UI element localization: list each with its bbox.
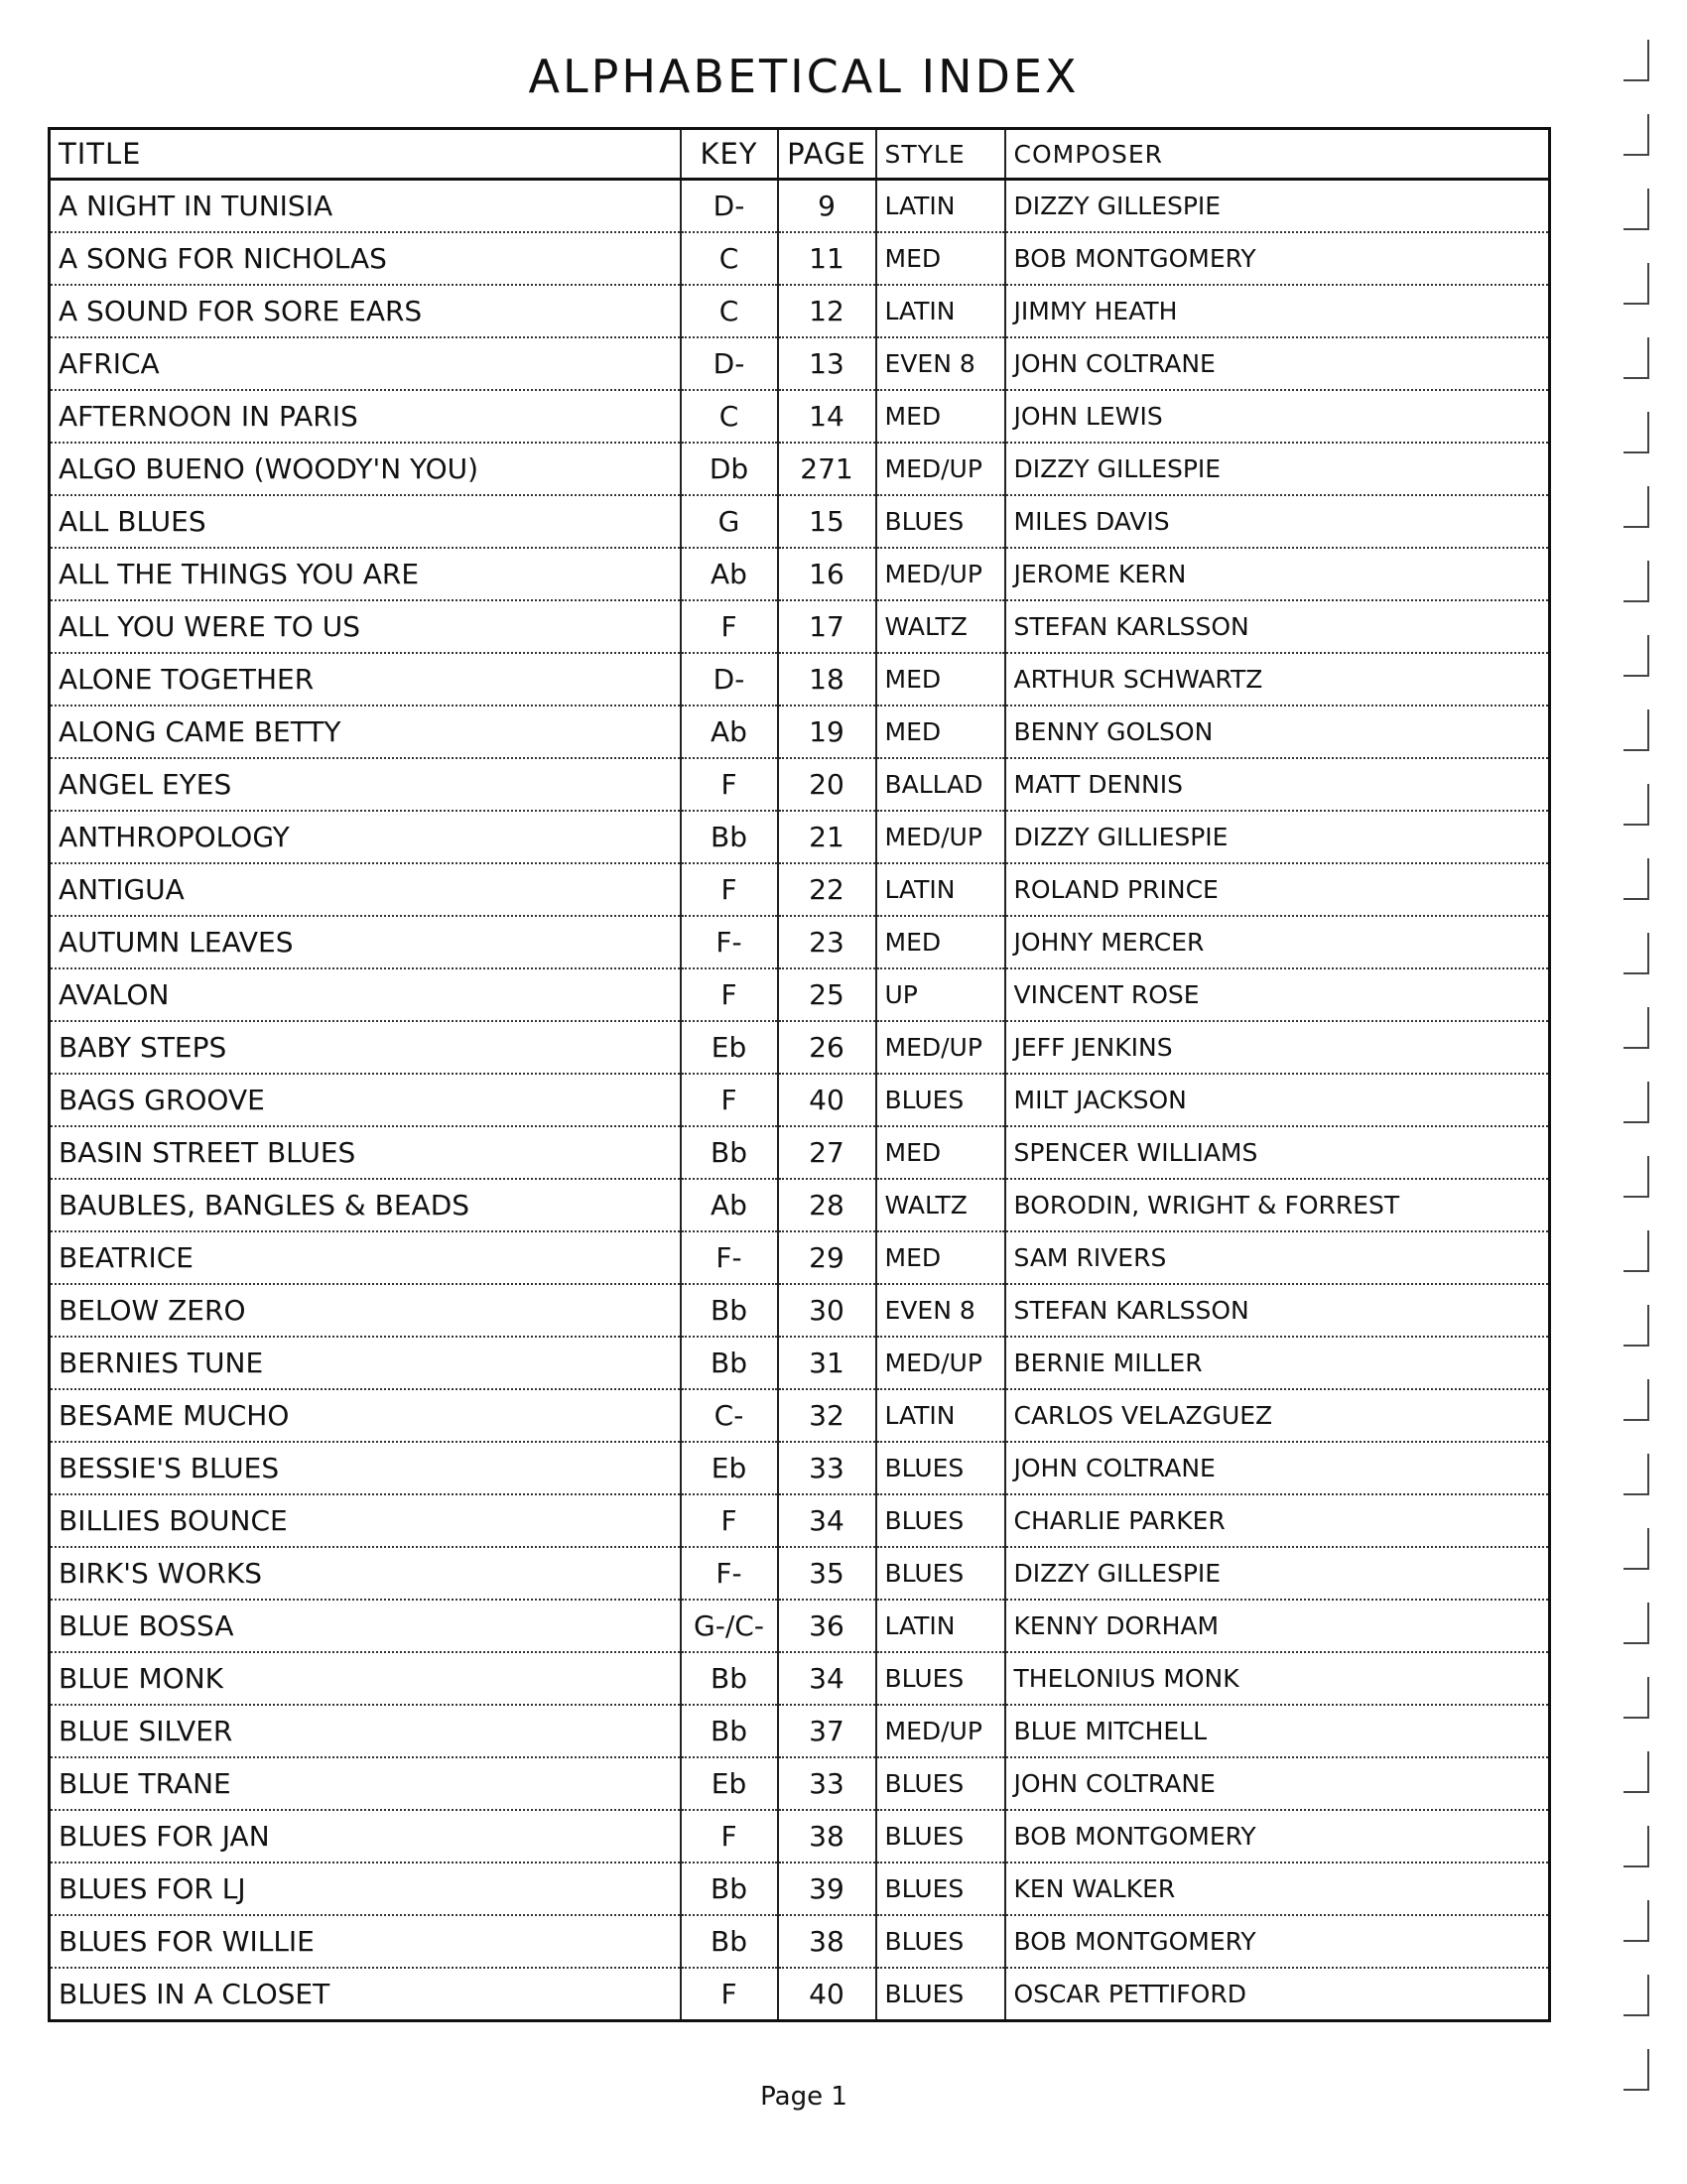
cell-page: 271 bbox=[778, 443, 876, 495]
cell-page: 11 bbox=[778, 232, 876, 285]
cell-page: 19 bbox=[778, 706, 876, 758]
binder-tick bbox=[1623, 114, 1649, 156]
cell-page: 32 bbox=[778, 1389, 876, 1442]
cell-key: C bbox=[681, 232, 778, 285]
cell-key: F- bbox=[681, 1547, 778, 1600]
cell-title: BESAME MUCHO bbox=[50, 1389, 681, 1442]
cell-page: 40 bbox=[778, 1074, 876, 1126]
index-table bbox=[48, 127, 1551, 2022]
cell-page: 40 bbox=[778, 1968, 876, 2021]
cell-page: 18 bbox=[778, 653, 876, 706]
cell-style: BALLAD bbox=[876, 758, 1005, 811]
cell-composer: DIZZY GILLIESPIE bbox=[1005, 811, 1550, 863]
table-row bbox=[50, 390, 1550, 443]
cell-composer: JOHNY MERCER bbox=[1005, 916, 1550, 968]
cell-page: 12 bbox=[778, 285, 876, 337]
table-row bbox=[50, 1231, 1550, 1284]
cell-key: D- bbox=[681, 337, 778, 390]
cell-key: Bb bbox=[681, 1337, 778, 1389]
cell-style: BLUES bbox=[876, 1652, 1005, 1705]
table-row bbox=[50, 1652, 1550, 1705]
cell-key: Eb bbox=[681, 1757, 778, 1810]
cell-title: AFTERNOON IN PARIS bbox=[50, 390, 681, 443]
cell-key: Bb bbox=[681, 1284, 778, 1337]
table-row bbox=[50, 1757, 1550, 1810]
header-page: PAGE bbox=[778, 129, 876, 180]
cell-key: F- bbox=[681, 916, 778, 968]
cell-composer: JEFF JENKINS bbox=[1005, 1021, 1550, 1074]
cell-title: A NIGHT IN TUNISIA bbox=[50, 180, 681, 233]
table-row bbox=[50, 337, 1550, 390]
cell-composer: VINCENT ROSE bbox=[1005, 968, 1550, 1021]
cell-title: BLUE BOSSA bbox=[50, 1600, 681, 1652]
header-key: KEY bbox=[681, 129, 778, 180]
cell-style: BLUES bbox=[876, 1442, 1005, 1494]
cell-title: BELOW ZERO bbox=[50, 1284, 681, 1337]
cell-page: 17 bbox=[778, 600, 876, 653]
binder-tick bbox=[1623, 412, 1649, 453]
cell-composer: DIZZY GILLESPIE bbox=[1005, 1547, 1550, 1600]
cell-style: BLUES bbox=[876, 1494, 1005, 1547]
cell-style: LATIN bbox=[876, 1389, 1005, 1442]
cell-page: 14 bbox=[778, 390, 876, 443]
cell-composer: BORODIN, WRIGHT & FORREST bbox=[1005, 1179, 1550, 1231]
table-body bbox=[50, 180, 1550, 2021]
page-title: ALPHABETICAL INDEX bbox=[528, 50, 1080, 103]
cell-composer: DIZZY GILLESPIE bbox=[1005, 443, 1550, 495]
cell-style: LATIN bbox=[876, 285, 1005, 337]
cell-style: EVEN 8 bbox=[876, 337, 1005, 390]
cell-style: BLUES bbox=[876, 1863, 1005, 1915]
cell-key: F bbox=[681, 968, 778, 1021]
table-row bbox=[50, 495, 1550, 548]
binder-tick bbox=[1623, 858, 1649, 900]
cell-composer: MILES DAVIS bbox=[1005, 495, 1550, 548]
table-row bbox=[50, 1810, 1550, 1863]
cell-key: C- bbox=[681, 1389, 778, 1442]
cell-style: MED bbox=[876, 1231, 1005, 1284]
binder-tick bbox=[1623, 1751, 1649, 1793]
cell-style: BLUES bbox=[876, 1074, 1005, 1126]
cell-style: MED bbox=[876, 653, 1005, 706]
cell-key: F bbox=[681, 758, 778, 811]
cell-page: 37 bbox=[778, 1705, 876, 1757]
cell-key: Eb bbox=[681, 1442, 778, 1494]
cell-composer: CARLOS VELAZGUEZ bbox=[1005, 1389, 1550, 1442]
cell-key: F bbox=[681, 1968, 778, 2021]
cell-title: BIRK'S WORKS bbox=[50, 1547, 681, 1600]
binder-tick bbox=[1623, 1900, 1649, 1942]
cell-style: LATIN bbox=[876, 1600, 1005, 1652]
table-row bbox=[50, 863, 1550, 916]
cell-composer: JOHN COLTRANE bbox=[1005, 337, 1550, 390]
cell-key: Db bbox=[681, 443, 778, 495]
cell-key: Ab bbox=[681, 1179, 778, 1231]
cell-key: F bbox=[681, 1494, 778, 1547]
cell-title: ALL THE THINGS YOU ARE bbox=[50, 548, 681, 600]
cell-title: ALL BLUES bbox=[50, 495, 681, 548]
cell-title: BAGS GROOVE bbox=[50, 1074, 681, 1126]
cell-page: 34 bbox=[778, 1652, 876, 1705]
table-row bbox=[50, 285, 1550, 337]
cell-style: BLUES bbox=[876, 1915, 1005, 1968]
table-row bbox=[50, 1705, 1550, 1757]
cell-composer: KEN WALKER bbox=[1005, 1863, 1550, 1915]
cell-composer: BERNIE MILLER bbox=[1005, 1337, 1550, 1389]
cell-composer: JOHN LEWIS bbox=[1005, 390, 1550, 443]
binder-tick bbox=[1623, 1007, 1649, 1049]
cell-page: 31 bbox=[778, 1337, 876, 1389]
cell-title: ANTIGUA bbox=[50, 863, 681, 916]
cell-title: BEATRICE bbox=[50, 1231, 681, 1284]
cell-page: 28 bbox=[778, 1179, 876, 1231]
cell-page: 16 bbox=[778, 548, 876, 600]
cell-title: A SONG FOR NICHOLAS bbox=[50, 232, 681, 285]
table-row bbox=[50, 1284, 1550, 1337]
table-row bbox=[50, 1179, 1550, 1231]
table-row bbox=[50, 232, 1550, 285]
table-row bbox=[50, 1337, 1550, 1389]
cell-title: BASIN STREET BLUES bbox=[50, 1126, 681, 1179]
cell-title: ANGEL EYES bbox=[50, 758, 681, 811]
cell-style: MED bbox=[876, 1126, 1005, 1179]
binder-tick bbox=[1623, 1826, 1649, 1867]
cell-page: 36 bbox=[778, 1600, 876, 1652]
cell-style: BLUES bbox=[876, 495, 1005, 548]
cell-title: BAUBLES, BANGLES & BEADS bbox=[50, 1179, 681, 1231]
table-row bbox=[50, 1863, 1550, 1915]
cell-key: D- bbox=[681, 180, 778, 233]
cell-page: 30 bbox=[778, 1284, 876, 1337]
cell-style: BLUES bbox=[876, 1810, 1005, 1863]
table-row bbox=[50, 1074, 1550, 1126]
table-row bbox=[50, 1494, 1550, 1547]
cell-key: G bbox=[681, 495, 778, 548]
cell-style: MED/UP bbox=[876, 548, 1005, 600]
cell-page: 34 bbox=[778, 1494, 876, 1547]
cell-key: F- bbox=[681, 1231, 778, 1284]
binder-tick bbox=[1623, 1454, 1649, 1495]
cell-style: LATIN bbox=[876, 180, 1005, 233]
cell-style: EVEN 8 bbox=[876, 1284, 1005, 1337]
cell-composer: KENNY DORHAM bbox=[1005, 1600, 1550, 1652]
cell-style: WALTZ bbox=[876, 600, 1005, 653]
table-row bbox=[50, 1547, 1550, 1600]
table-row bbox=[50, 1021, 1550, 1074]
cell-page: 38 bbox=[778, 1915, 876, 1968]
cell-composer: BOB MONTGOMERY bbox=[1005, 1810, 1550, 1863]
cell-style: WALTZ bbox=[876, 1179, 1005, 1231]
binder-tick bbox=[1623, 1975, 1649, 2016]
cell-key: F bbox=[681, 1810, 778, 1863]
cell-title: BLUE TRANE bbox=[50, 1757, 681, 1810]
cell-composer: THELONIUS MONK bbox=[1005, 1652, 1550, 1705]
table-row bbox=[50, 653, 1550, 706]
cell-title: ALONG CAME BETTY bbox=[50, 706, 681, 758]
table-row bbox=[50, 758, 1550, 811]
binder-edge bbox=[1623, 40, 1653, 2143]
binder-tick bbox=[1623, 561, 1649, 602]
cell-page: 15 bbox=[778, 495, 876, 548]
cell-composer: JOHN COLTRANE bbox=[1005, 1442, 1550, 1494]
cell-style: MED bbox=[876, 706, 1005, 758]
cell-key: Eb bbox=[681, 1021, 778, 1074]
cell-style: BLUES bbox=[876, 1968, 1005, 2021]
cell-page: 22 bbox=[778, 863, 876, 916]
cell-title: AFRICA bbox=[50, 337, 681, 390]
binder-tick bbox=[1623, 1082, 1649, 1123]
table-row bbox=[50, 811, 1550, 863]
cell-composer: MILT JACKSON bbox=[1005, 1074, 1550, 1126]
cell-key: F bbox=[681, 1074, 778, 1126]
table-row bbox=[50, 600, 1550, 653]
cell-style: MED bbox=[876, 232, 1005, 285]
cell-title: BABY STEPS bbox=[50, 1021, 681, 1074]
cell-composer: BOB MONTGOMERY bbox=[1005, 1915, 1550, 1968]
cell-title: BLUE SILVER bbox=[50, 1705, 681, 1757]
cell-composer: STEFAN KARLSSON bbox=[1005, 600, 1550, 653]
cell-page: 26 bbox=[778, 1021, 876, 1074]
cell-title: BERNIES TUNE bbox=[50, 1337, 681, 1389]
cell-page: 38 bbox=[778, 1810, 876, 1863]
cell-style: MED/UP bbox=[876, 811, 1005, 863]
binder-tick bbox=[1623, 337, 1649, 379]
cell-composer: JIMMY HEATH bbox=[1005, 285, 1550, 337]
cell-key: Bb bbox=[681, 1705, 778, 1757]
table-row bbox=[50, 916, 1550, 968]
cell-title: ANTHROPOLOGY bbox=[50, 811, 681, 863]
cell-style: UP bbox=[876, 968, 1005, 1021]
cell-page: 27 bbox=[778, 1126, 876, 1179]
cell-title: AVALON bbox=[50, 968, 681, 1021]
cell-title: BLUE MONK bbox=[50, 1652, 681, 1705]
cell-style: MED/UP bbox=[876, 1705, 1005, 1757]
table-row bbox=[50, 1442, 1550, 1494]
cell-title: BLUES FOR WILLIE bbox=[50, 1915, 681, 1968]
cell-style: BLUES bbox=[876, 1547, 1005, 1600]
cell-page: 33 bbox=[778, 1757, 876, 1810]
cell-composer: BOB MONTGOMERY bbox=[1005, 232, 1550, 285]
cell-style: BLUES bbox=[876, 1757, 1005, 1810]
header-row bbox=[50, 129, 1550, 180]
cell-composer: JEROME KERN bbox=[1005, 548, 1550, 600]
binder-tick bbox=[1623, 1677, 1649, 1719]
cell-page: 9 bbox=[778, 180, 876, 233]
cell-composer: JOHN COLTRANE bbox=[1005, 1757, 1550, 1810]
cell-composer: CHARLIE PARKER bbox=[1005, 1494, 1550, 1547]
binder-tick bbox=[1623, 486, 1649, 528]
binder-tick bbox=[1623, 933, 1649, 974]
cell-key: F bbox=[681, 863, 778, 916]
cell-title: AUTUMN LEAVES bbox=[50, 916, 681, 968]
cell-key: Ab bbox=[681, 706, 778, 758]
cell-composer: BLUE MITCHELL bbox=[1005, 1705, 1550, 1757]
cell-page: 21 bbox=[778, 811, 876, 863]
binder-tick bbox=[1623, 1305, 1649, 1347]
binder-tick bbox=[1623, 784, 1649, 826]
binder-tick bbox=[1623, 1603, 1649, 1644]
cell-composer: BENNY GOLSON bbox=[1005, 706, 1550, 758]
cell-composer: SAM RIVERS bbox=[1005, 1231, 1550, 1284]
cell-key: C bbox=[681, 285, 778, 337]
binder-tick bbox=[1623, 635, 1649, 677]
cell-page: 25 bbox=[778, 968, 876, 1021]
cell-composer: STEFAN KARLSSON bbox=[1005, 1284, 1550, 1337]
cell-title: ALL YOU WERE TO US bbox=[50, 600, 681, 653]
binder-tick bbox=[1623, 1528, 1649, 1570]
cell-composer: ROLAND PRINCE bbox=[1005, 863, 1550, 916]
binder-tick bbox=[1623, 1379, 1649, 1421]
cell-title: ALONE TOGETHER bbox=[50, 653, 681, 706]
binder-tick bbox=[1623, 189, 1649, 230]
cell-composer: SPENCER WILLIAMS bbox=[1005, 1126, 1550, 1179]
cell-composer: ARTHUR SCHWARTZ bbox=[1005, 653, 1550, 706]
cell-title: BILLIES BOUNCE bbox=[50, 1494, 681, 1547]
table-row bbox=[50, 968, 1550, 1021]
cell-page: 23 bbox=[778, 916, 876, 968]
table-row bbox=[50, 1915, 1550, 1968]
cell-key: Bb bbox=[681, 811, 778, 863]
cell-title: BESSIE'S BLUES bbox=[50, 1442, 681, 1494]
table-row bbox=[50, 1600, 1550, 1652]
cell-style: MED bbox=[876, 390, 1005, 443]
table-row bbox=[50, 443, 1550, 495]
cell-composer: MATT DENNIS bbox=[1005, 758, 1550, 811]
binder-tick bbox=[1623, 1230, 1649, 1272]
cell-key: Bb bbox=[681, 1915, 778, 1968]
table-row bbox=[50, 1126, 1550, 1179]
binder-tick bbox=[1623, 263, 1649, 305]
cell-title: A SOUND FOR SORE EARS bbox=[50, 285, 681, 337]
cell-page: 39 bbox=[778, 1863, 876, 1915]
header-title: TITLE bbox=[50, 129, 681, 180]
cell-style: MED/UP bbox=[876, 443, 1005, 495]
header-style: STYLE bbox=[876, 129, 1005, 180]
cell-title: BLUES FOR JAN bbox=[50, 1810, 681, 1863]
cell-composer: OSCAR PETTIFORD bbox=[1005, 1968, 1550, 2021]
cell-key: F bbox=[681, 600, 778, 653]
page-number: Page 1 bbox=[760, 2082, 847, 2112]
table-row bbox=[50, 180, 1550, 233]
table-row bbox=[50, 706, 1550, 758]
cell-style: LATIN bbox=[876, 863, 1005, 916]
cell-style: MED/UP bbox=[876, 1021, 1005, 1074]
header-composer: COMPOSER bbox=[1005, 129, 1550, 180]
cell-page: 13 bbox=[778, 337, 876, 390]
binder-tick bbox=[1623, 1156, 1649, 1198]
binder-tick bbox=[1623, 40, 1649, 81]
cell-key: Bb bbox=[681, 1126, 778, 1179]
cell-page: 20 bbox=[778, 758, 876, 811]
cell-key: G-/C- bbox=[681, 1600, 778, 1652]
cell-style: MED bbox=[876, 916, 1005, 968]
table-row bbox=[50, 1389, 1550, 1442]
table-row bbox=[50, 548, 1550, 600]
cell-page: 33 bbox=[778, 1442, 876, 1494]
cell-page: 35 bbox=[778, 1547, 876, 1600]
table-row bbox=[50, 1968, 1550, 2021]
cell-key: C bbox=[681, 390, 778, 443]
cell-page: 29 bbox=[778, 1231, 876, 1284]
cell-key: Ab bbox=[681, 548, 778, 600]
cell-composer: DIZZY GILLESPIE bbox=[1005, 180, 1550, 233]
cell-key: Bb bbox=[681, 1863, 778, 1915]
binder-tick bbox=[1623, 2049, 1649, 2091]
cell-title: ALGO BUENO (WOODY'N YOU) bbox=[50, 443, 681, 495]
cell-title: BLUES IN A CLOSET bbox=[50, 1968, 681, 2021]
binder-tick bbox=[1623, 709, 1649, 751]
cell-key: D- bbox=[681, 653, 778, 706]
cell-key: Bb bbox=[681, 1652, 778, 1705]
cell-style: MED/UP bbox=[876, 1337, 1005, 1389]
cell-title: BLUES FOR LJ bbox=[50, 1863, 681, 1915]
